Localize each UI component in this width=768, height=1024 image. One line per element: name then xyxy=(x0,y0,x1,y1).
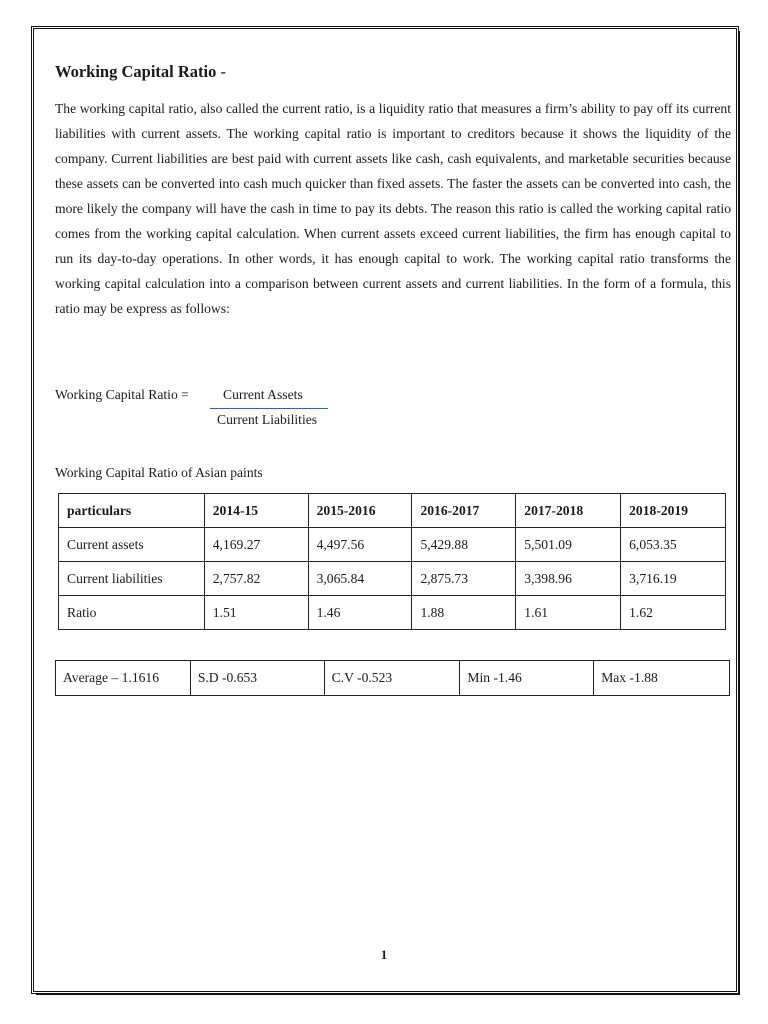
table-cell: Ratio xyxy=(59,596,205,630)
header-cell: 2016-2017 xyxy=(412,494,516,528)
table-cell: 5,501.09 xyxy=(516,528,621,562)
header-cell: 2015-2016 xyxy=(308,494,412,528)
table-cell: 2,875.73 xyxy=(412,562,516,596)
table-cell: 6,053.35 xyxy=(621,528,726,562)
stat-sd: S.D -0.653 xyxy=(190,661,324,696)
stats-row xyxy=(56,661,730,696)
header-cell: 2014-15 xyxy=(204,494,308,528)
formula-label: Working Capital Ratio = xyxy=(55,387,189,402)
table-cell: 4,169.27 xyxy=(204,528,308,562)
stat-min: Min -1.46 xyxy=(460,661,594,696)
table-cell: 3,716.19 xyxy=(621,562,726,596)
table-header-row xyxy=(59,494,726,528)
stats-table xyxy=(55,660,730,696)
body-paragraph: The working capital ratio, also called the current ratio, is a liquidity ratio that measures a firm’s ability to pay off its current liabilities with current assets. The working capital ratio is important to creditors because it shows the liquidity of the company. Current liabilities are best paid with current assets like cash, cash equivalents, and marketable securities because these assets can be converted into cash much quicker than fixed assets. The faster the assets can be converted into cash, the more likely the company will have the cash in time to pay its debts. The reason this ratio is called the working capital ratio comes from the working capital calculation. When current assets exceed current liabilities, the firm has enough capital to run its day-to-day operations. In other words, it has enough capital to work. The working capital ratio transforms the working capital calculation into a comparison between current assets and current liabilities. In the form of a formula, this ratio may be express as follows: xyxy=(55,101,731,316)
heading-title: Working Capital Ratio xyxy=(55,62,217,81)
table-cell: 4,497.56 xyxy=(308,528,412,562)
header-cell: 2018-2019 xyxy=(621,494,726,528)
table-cell: 2,757.82 xyxy=(204,562,308,596)
table-cell: 1.88 xyxy=(412,596,516,630)
page-number: 1 xyxy=(380,947,388,962)
formula-denominator: Current Liabilities xyxy=(217,412,318,427)
fraction-line xyxy=(210,408,328,409)
ratio-table xyxy=(58,493,726,630)
header-cell: particulars xyxy=(59,494,205,528)
table-cell: 3,398.96 xyxy=(516,562,621,596)
table-cell: 1.62 xyxy=(621,596,726,630)
table-cell: Current assets xyxy=(59,528,205,562)
heading-suffix: - xyxy=(216,62,226,81)
stat-average: Average – 1.1616 xyxy=(56,661,191,696)
stat-max: Max -1.88 xyxy=(594,661,730,696)
table-cell: 5,429.88 xyxy=(412,528,516,562)
stat-cv: C.V -0.523 xyxy=(324,661,460,696)
table-cell: Current liabilities xyxy=(59,562,205,596)
table-cell: 1.51 xyxy=(204,596,308,630)
table-row xyxy=(59,596,726,630)
table-cell: 1.61 xyxy=(516,596,621,630)
table-row xyxy=(59,528,726,562)
table-title: Working Capital Ratio of Asian paints xyxy=(55,465,263,480)
header-cell: 2017-2018 xyxy=(516,494,621,528)
table-cell: 3,065.84 xyxy=(308,562,412,596)
table-cell: 1.46 xyxy=(308,596,412,630)
table-row xyxy=(59,562,726,596)
formula-numerator: Current Assets xyxy=(223,387,303,402)
section-heading xyxy=(55,62,226,82)
